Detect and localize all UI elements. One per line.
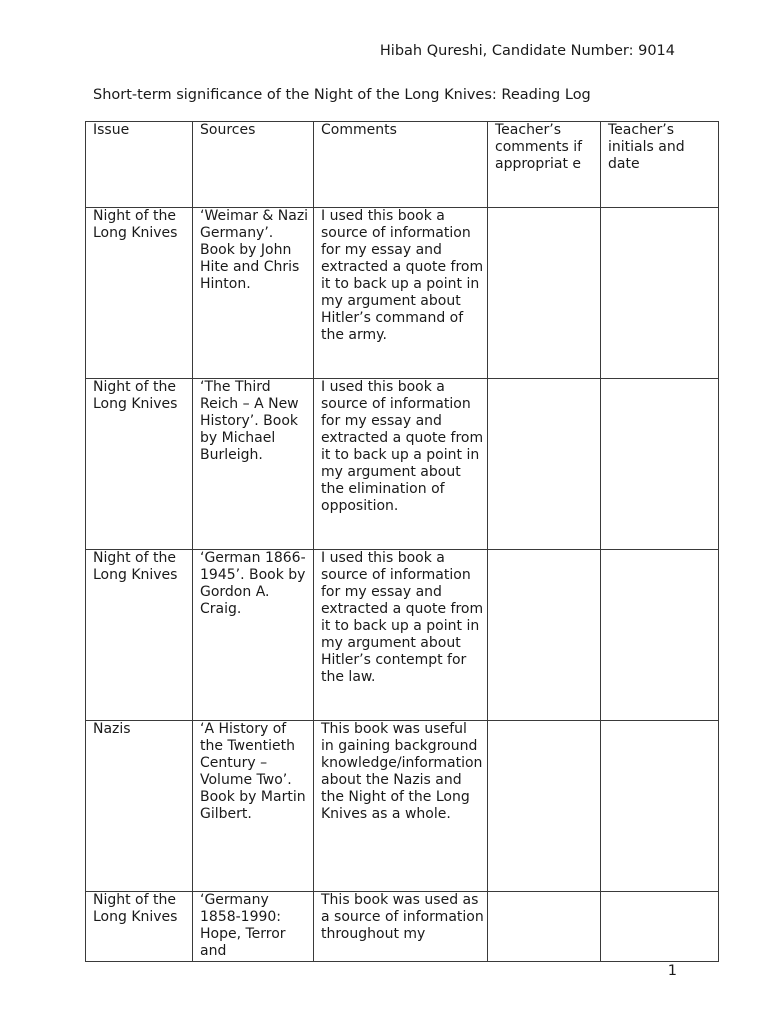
teacher-comments-cell [488,892,601,962]
issue-cell: Night of the Long Knives [86,379,193,550]
table-row [86,892,719,962]
sources-cell: ‘Germany 1858-1990: Hope, Terror and [193,892,314,962]
column-header-issue: Issue [86,122,193,208]
comments-cell: I used this book a source of information for my essay and extracted a quote from it to back up a point in my argument about Hitler’s command of the army. [314,208,488,379]
sources-cell: ‘German 1866-1945’. Book by Gordon A. Craig. [193,550,314,721]
issue-cell: Night of the Long Knives [86,550,193,721]
table-row [86,721,719,892]
page-number: 1 [667,963,677,979]
column-header-teacher-comments: Teacher’s comments if appropriat e [488,122,601,208]
issue-cell: Night of the Long Knives [86,208,193,379]
reading-log-table [85,121,719,962]
teacher-initials-cell [601,379,719,550]
issue-cell: Nazis [86,721,193,892]
comments-cell: This book was useful in gaining background knowledge/information about the Nazis and the Night of the Long Knives as a whole. [314,721,488,892]
page-title: Short-term significance of the Night of the Long Knives: Reading Log [93,87,591,103]
column-header-teacher-initials: Teacher’s initials and date [601,122,719,208]
comments-cell: I used this book a source of information for my essay and extracted a quote from it to back up a point in my argument about Hitler’s contempt for the law. [314,550,488,721]
table-row [86,208,719,379]
sources-cell: ‘A History of the Twentieth Century – Volume Two’. Book by Martin Gilbert. [193,721,314,892]
column-header-sources: Sources [193,122,314,208]
column-header-comments: Comments [314,122,488,208]
teacher-comments-cell [488,550,601,721]
teacher-comments-cell [488,379,601,550]
teacher-initials-cell [601,892,719,962]
table-row [86,379,719,550]
teacher-initials-cell [601,208,719,379]
sources-cell: ‘Weimar & Nazi Germany’. Book by John Hite and Chris Hinton. [193,208,314,379]
table-row [86,550,719,721]
comments-cell: This book was used as a source of information throughout my [314,892,488,962]
teacher-initials-cell [601,550,719,721]
teacher-comments-cell [488,208,601,379]
teacher-comments-cell [488,721,601,892]
teacher-initials-cell [601,721,719,892]
comments-cell: I used this book a source of information for my essay and extracted a quote from it to back up a point in my argument about the elimination of opposition. [314,379,488,550]
table-header-row [86,122,719,208]
sources-cell: ‘The Third Reich – A New History’. Book by Michael Burleigh. [193,379,314,550]
issue-cell: Night of the Long Knives [86,892,193,962]
candidate-header: Hibah Qureshi, Candidate Number: 9014 [379,43,675,59]
